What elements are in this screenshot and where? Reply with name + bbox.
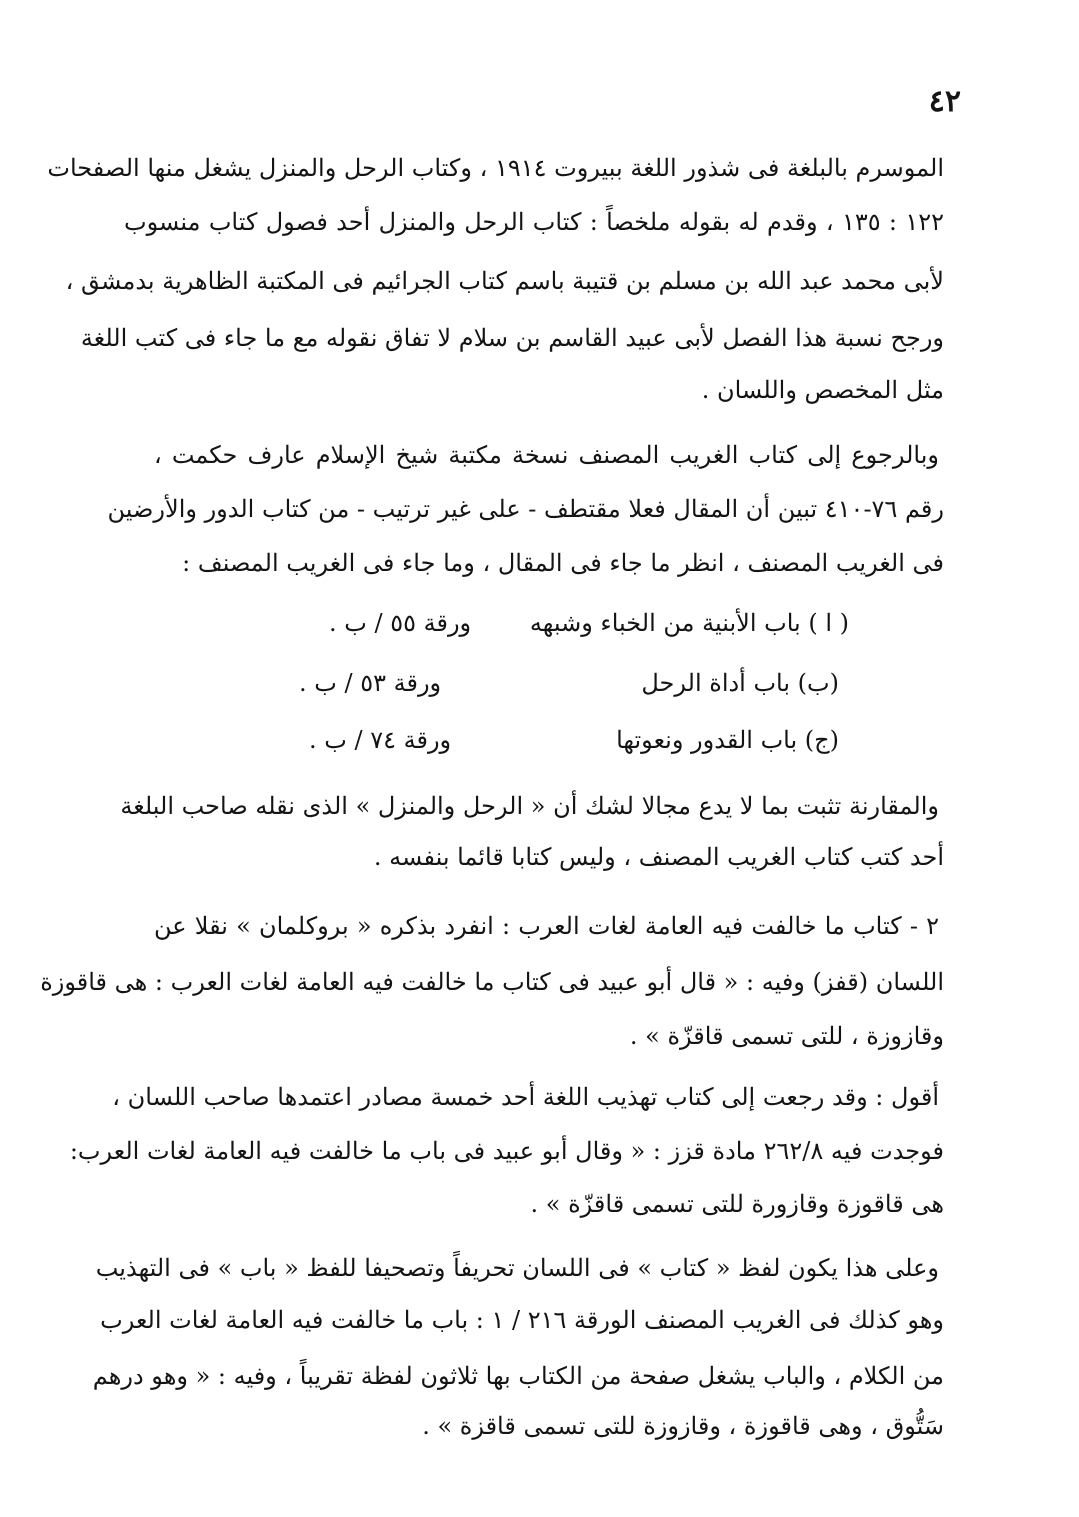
list-item-ref: ورقة ٥٥ / ب .: [329, 609, 472, 637]
text-line: وعلى هذا يكون لفظ « كتاب » فى اللسان تحريفاً وتصحيفا للفظ « باب » فى التهذيب: [95, 1254, 939, 1282]
text-line: ٢ - كتاب ما خالفت فيه العامة لغات العرب : انفرد بذكره « بروكلمان » نقلا عن: [154, 912, 939, 940]
text-line: أحد كتب كتاب الغريب المصنف ، وليس كتابا قائما بنفسه .: [373, 843, 944, 871]
page-number: ٤٢: [928, 84, 961, 119]
text-line: وبالرجوع إلى كتاب الغريب المصنف نسخة مكتبة شيخ الإسلام عارف حكمت ،: [154, 441, 939, 469]
text-line: والمقارنة تثبت بما لا يدع مجالا لشك أن « الرحل والمنزل » الذى نقله صاحب البلغة: [120, 792, 939, 820]
text-line: أقول : وقد رجعت إلى كتاب تهذيب اللغة أحد خمسة مصادر اعتمدها صاحب اللسان ،: [112, 1083, 939, 1111]
text-line: ١٢٢ : ١٣٥ ، وقدم له بقوله ملخصاً : كتاب الرحل والمنزل أحد فصول كتاب منسوب: [124, 208, 944, 236]
text-line: الموسرم بالبلغة فى شذور اللغة ببيروت ١٩١٤ ، وكتاب الرحل والمنزل يشغل منها الصفحات: [47, 154, 944, 182]
text-line: ورجح نسبة هذا الفصل لأبى عبيد القاسم بن سلام لا تفاق نقوله مع ما جاء فى كتب اللغة: [80, 324, 944, 352]
list-item-entry: ( ا ) باب الأبنية من الخباء وشبهه: [529, 609, 849, 637]
text-line: لأبى محمد عبد الله بن مسلم بن قتيبة باسم كتاب الجرائيم فى المكتبة الظاهرية بدمشق ،: [65, 267, 944, 295]
list-item-entry: (ب) باب أداة الرحل: [641, 669, 839, 697]
list-item-ref: ورقة ٥٣ / ب .: [299, 669, 442, 697]
list-item-entry: (ج) باب القدور ونعوتها: [616, 726, 839, 754]
text-line: وهو كذلك فى الغريب المصنف الورقة ٢١٦ / ١ : باب ما خالفت فيه العامة لغات العرب: [100, 1306, 944, 1334]
text-line: فى الغريب المصنف ، انظر ما جاء فى المقال ، وما جاء فى الغريب المصنف :: [182, 549, 944, 577]
text-line: رقم ٧٦-٤١٠ تبين أن المقال فعلا مقتطف - على غير ترتيب - من كتاب الدور والأرضين: [107, 495, 944, 523]
list-item-ref: ورقة ٧٤ / ب .: [309, 726, 452, 754]
text-line: من الكلام ، والباب يشغل صفحة من الكتاب بها ثلاثون لفظة تقريباً ، وفيه : « وهو درهم: [92, 1362, 944, 1390]
text-line: اللسان (قفز) وفيه : « قال أبو عبيد فى كتاب ما خالفت فيه العامة لغات العرب : هى قاقوزة: [40, 968, 944, 996]
text-line: سَتُّوق ، وهى قاقوزة ، وقازوزة للتى تسمى قاقزة » .: [422, 1412, 944, 1440]
text-line: مثل المخصص واللسان .: [701, 376, 944, 404]
text-line: وقازوزة ، للتى تسمى قاقزّة » .: [629, 1022, 944, 1050]
text-line: هى قاقوزة وقازورة للتى تسمى قاقزّة » .: [530, 1190, 944, 1218]
text-line: فوجدت فيه ٢٦٢/٨ مادة قزز : « وقال أبو عبيد فى باب ما خالفت فيه العامة لغات العرب:: [69, 1137, 944, 1165]
